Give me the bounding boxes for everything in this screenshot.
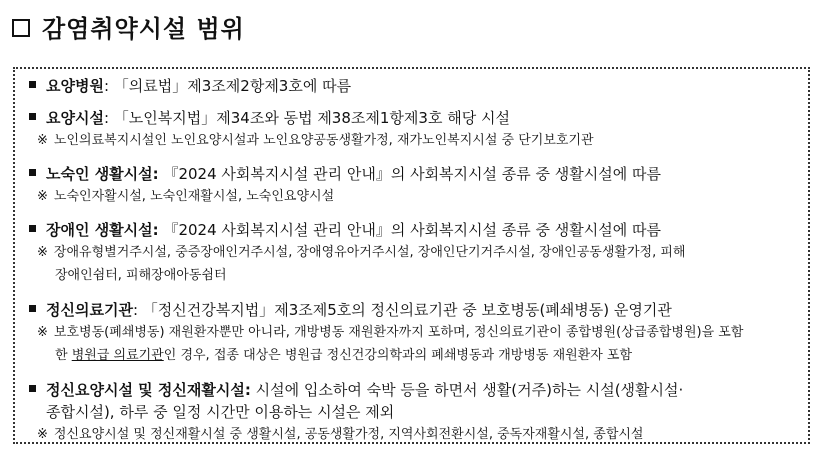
bullet-icon [29, 385, 36, 392]
checkbox-square-icon [12, 19, 30, 37]
item-text-continued: 종합시설), 하루 중 일정 시간만 이용하는 시설은 제외 [46, 403, 395, 421]
item-term: 정신요양시설 및 정신재활시설: [46, 381, 251, 399]
list-item: 정신의료기관: 「정신건강복지법」제3조제5호의 정신의료기관 중 보호병동(폐쇄병동) 운영기관 ※ 보호병동(폐쇄병동) 재원환자뿐만 아니라, 개방병동 재원환자까지 포하며, 정신의료기관이 종합병원(상급종합병원)을 포함 한 병원급 의료기관인 경우, 접종 대상은 병원급 정신건강의학과의 폐쇄병동과 개방병동 재원환자 포함 [29, 299, 800, 367]
item-text: 『2024 사회복지시설 관리 안내』의 사회복지시설 종류 중 생활시설에 따름 [163, 221, 661, 239]
item-term: 정신의료기관 [46, 301, 133, 319]
reference-mark-icon: ※ [37, 325, 48, 340]
item-note-continued: 한 병원급 의료기관인 경우, 접종 대상은 병원급 정신건강의학과의 폐쇄병동과 개방병동 재원환자 포함 [55, 348, 633, 363]
item-term: 노숙인 생활시설: [46, 165, 159, 183]
page-title: 감염취약시설 범위 [42, 14, 245, 43]
item-text: 「노인복지법」제34조와 동법 제38조제1항제3호 해당 시설 [113, 109, 510, 127]
bullet-icon [29, 225, 36, 232]
list-item: 요양시설: 「노인복지법」제34조와 동법 제38조제1항제3호 해당 시설 ※ 노인의료복지시설인 노인요양시설과 노인요양공동생활가정, 재가노인복지시설 중 단기보호기관 [29, 107, 800, 152]
list-item [29, 163, 800, 208]
item-note-continued: 장애인쉼터, 피해장애아동쉼터 [55, 268, 227, 283]
bullet-icon [29, 169, 36, 176]
item-note: ※ 정신요양시설 및 정신재활시설 중 생활시설, 공동생활가정, 지역사회전환시설, 중독자재활시설, 종합시설 [37, 427, 644, 442]
item-term: 장애인 생활시설: [46, 221, 159, 239]
item-note: ※ 보호병동(폐쇄병동) 재원환자뿐만 아니라, 개방병동 재원환자까지 포하며, 정신의료기관이 종합병원(상급종합병원)을 포함 [37, 325, 744, 340]
item-term: 요양병원 [46, 77, 104, 95]
list-item [29, 379, 800, 444]
content-box [13, 67, 810, 444]
item-text: 『2024 사회복지시설 관리 안내』의 사회복지시설 종류 중 생활시설에 따름 [163, 165, 661, 183]
item-note: ※ 노인의료복지시설인 노인요양시설과 노인요양공동생활가정, 재가노인복지시설 중 단기보호기관 [37, 133, 594, 148]
bullet-icon [29, 113, 36, 120]
bullet-icon [29, 81, 36, 88]
bullet-icon [29, 305, 36, 312]
item-note: ※ 장애유형별거주시설, 중증장애인거주시설, 장애영유아거주시설, 장애인단기거주시설, 장애인공동생활가정, 피해 [37, 245, 686, 260]
item-text: 시설에 입소하여 숙박 등을 하면서 생활(거주)하는 시설(생활시설· [255, 381, 684, 399]
item-term: 요양시설 [46, 109, 104, 127]
list-item [29, 219, 800, 287]
item-text: 「의료법」제3조제2항제3호에 따름 [113, 77, 352, 95]
reference-mark-icon: ※ [37, 427, 48, 442]
item-text: 「정신건강복지법」제3조제5호의 정신의료기관 중 보호병동(폐쇄병동) 운영기관 [142, 301, 672, 319]
section-title [12, 6, 245, 46]
underlined-term: 병원급 의료기관 [71, 348, 164, 363]
reference-mark-icon: ※ [37, 245, 48, 260]
reference-mark-icon: ※ [37, 133, 48, 148]
item-note: ※ 노숙인자활시설, 노숙인재활시설, 노숙인요양시설 [37, 189, 335, 204]
list-item: 요양병원: 「의료법」제3조제2항제3호에 따름 [29, 75, 800, 97]
reference-mark-icon: ※ [37, 189, 48, 204]
